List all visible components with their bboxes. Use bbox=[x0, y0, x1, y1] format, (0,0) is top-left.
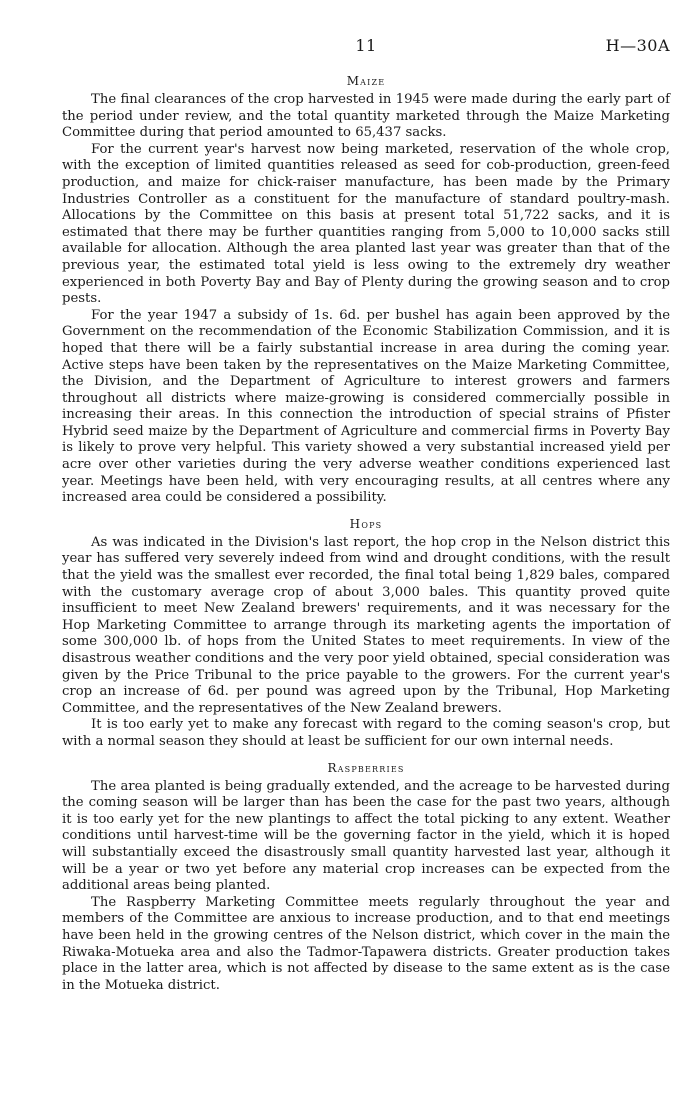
paragraph: For the year 1947 a subsidy of 1s. 6d. per bushel has again been approved by the Government on the recommendation of the Economic Stabilization Commission, and it is hoped that there will be a fairly substantial increase in area during the coming year. Active steps have been taken by the representatives on the Maize Marketing Committee, the Division, and the Department of Agriculture to interest growers and farmers throughout all districts where maize-growing is considered commercially possible in increasing their areas. In this connection the introduction of special strains of Pfister Hybrid seed maize by the Department of Agriculture and commercial firms in Poverty Bay is likely to prove very helpful. This variety showed a very substantial increased yield per acre over other varieties during the very adverse weather conditions experienced last year. Meetings have been held, with very encouraging results, at all centres where any increased area could be considered a possibility. bbox=[62, 307, 670, 506]
page-header bbox=[62, 36, 670, 64]
paragraph: The area planted is being gradually extended, and the acreage to be harvested during the coming season will be larger than has been the case for the past two years, although it is too early yet for the new plantings to affect the total picking to any extent. Weather conditions until harvest-time will be the governing factor in the yield, which it is hoped will substantially exceed the disastrously small quantity harvested last year, although it will be a year or two yet before any material crop increases can be expected from the additional areas being planted. bbox=[62, 778, 670, 894]
paragraph: The final clearances of the crop harvested in 1945 were made during the early part of the period under review, and the total quantity marketed through the Maize Marketing Committee during that period amounted to 65,437 sacks. bbox=[62, 92, 670, 141]
section-hops bbox=[62, 517, 670, 751]
section-raspberries bbox=[62, 761, 670, 995]
document-page bbox=[62, 36, 670, 1000]
section-heading-maize: Maize bbox=[346, 74, 386, 88]
paragraph: It is too early yet to make any forecast with regard to the coming season's crop, but with a normal season they should at least be sufficient for our own internal needs. bbox=[62, 717, 670, 749]
page-number: 11 bbox=[355, 36, 377, 55]
section-heading-hops: Hops bbox=[349, 516, 383, 531]
paragraph: For the current year's harvest now being marketed, reservation of the whole crop, with the exception of limited quantities released as seed for cob-production, green-feed production, and maize for chick-raiser manufacture, has been made by the Primary Industries Controller as a constituent for the manufacture of standard poultry-mash. Allocations by the Committee on this basis at present total 51,722 sacks, and it is estimated that there may be further quantities ranging from 5,000 to 10,000 sacks still available for allocation. Although the area planted last year was greater than that of the previous year, the estimated total yield is less owing to the extremely dry weather experienced in both Poverty Bay and Bay of Plenty during the growing season and to crop pests. bbox=[62, 141, 670, 307]
section-heading-raspberries: Raspberries bbox=[327, 760, 405, 775]
paragraph: As was indicated in the Division's last report, the hop crop in the Nelson district this year has suffered very severely indeed from wind and drought conditions, with the result that the yield was the smallest ever recorded, the final total being 1,829 bales, compared with the customary average crop of about 3,000 bales. This quantity proved quite insufficient to meet New Zealand brewers' requirements, and it was necessary for the Hop Marketing Committee to arrange through its marketing agents the importation of some 300,000 lb. of hops from the United States to meet requirements. In view of the disastrous weather conditions and the very poor yield obtained, special consideration was given by the Price Tribunal to the price payable to the growers. For the current year's crop an increase of 6d. per pound was agreed upon by the Tribunal, Hop Marketing Committee, and the representatives of the New Zealand brewers. bbox=[62, 534, 670, 716]
paragraph: The Raspberry Marketing Committee meets regularly throughout the year and members of the Committee are anxious to increase production, and to that end meetings have been held in the growing centres of the Nelson district, which cover in the main the Riwaka-Motueka area and also the Tadmor-Tapawera districts. Greater production takes place in the latter area, which is not affected by disease to the same extent as is the case in the Motueka district. bbox=[62, 894, 670, 993]
document-reference: H—30A bbox=[605, 36, 670, 55]
section-maize bbox=[62, 74, 670, 507]
